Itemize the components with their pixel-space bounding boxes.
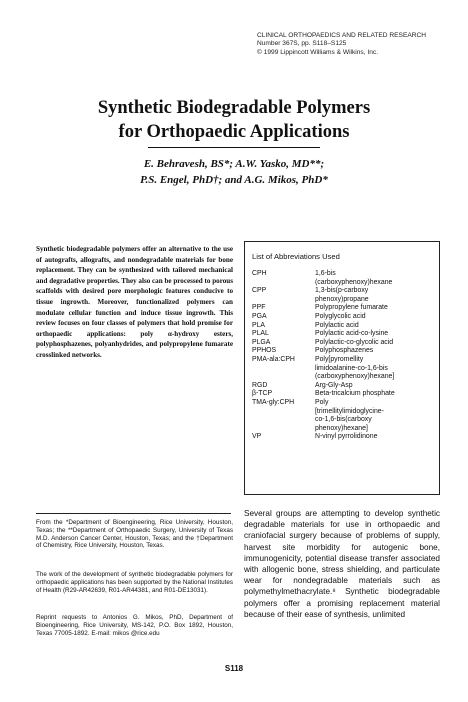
authors-line-1: E. Behravesh, BS*; A.W. Yasko, MD**; — [143, 158, 325, 170]
definition-line: Arg-Gly-Asp — [315, 381, 353, 389]
footnote-funding: The work of the development of synthetic biodegradable polymers for orthopaedic applications has been supported by the National Institutes of Health (R29-AR42639, R01-AR44381, and R01-DE13031). — [36, 571, 233, 594]
definition-line: Polylactic-co-glycolic acid — [315, 338, 394, 346]
abbreviation-term: VP — [252, 433, 262, 441]
definition-line: phenoxy)propane — [315, 295, 369, 303]
footnote-affiliations: From the *Department of Bioengineering, Rice University, Houston, Texas; the **Department of Orthopaedic Surgery, University of Texas M.D. Anderson Cancer Center, Houston, Texas; and the †Department of Chemistry, Rice University, Houston, Texas. — [36, 519, 233, 550]
article-title — [0, 96, 468, 144]
abbreviation-definition — [315, 270, 433, 287]
abbreviation-row — [245, 322, 439, 331]
abbreviations-box — [244, 241, 440, 495]
abbreviation-row — [245, 270, 439, 287]
definition-line: 1,3-bis(p-carboxy — [315, 287, 369, 295]
abbreviation-definition — [315, 433, 433, 442]
journal-copyright: © 1999 Lippincott Williams & Wilkins, Inc. — [257, 48, 379, 56]
abbreviation-term: PPF — [252, 304, 266, 312]
abbreviation-row — [245, 356, 439, 382]
definition-line: N-vinyl pyrrolidinone — [315, 433, 378, 441]
abbreviation-term: CPH — [252, 270, 267, 277]
abbreviation-definition — [315, 339, 433, 348]
abbreviation-term: PLAL — [252, 330, 269, 338]
abbreviation-definition — [315, 322, 433, 331]
abbreviation-term: PGA — [252, 312, 267, 320]
definition-line: co-1,6-bis(carboxy — [315, 416, 372, 424]
abbreviation-definition — [315, 313, 433, 322]
abbreviation-term: PLA — [252, 321, 266, 329]
abbreviation-definition — [315, 356, 433, 382]
definition-line: 1,6-bis — [315, 270, 336, 277]
footnote-reprints: Reprint requests to Antonios G. Mikos, PhD, Department of Bioengineering, Rice University, MS-142, P.O. Box 1892, Houston, Texas 77005-1892. E-mail: mikos @rice.edu — [36, 614, 233, 637]
definition-line: Poly — [315, 398, 329, 406]
definition-line: phenoxy)hexane] — [315, 424, 368, 432]
definition-line: Polylactic acid — [315, 321, 359, 329]
journal-header — [257, 32, 457, 57]
abbreviation-definition — [315, 382, 433, 391]
abbreviation-row — [245, 330, 439, 339]
abbreviation-definition — [315, 304, 433, 313]
abbreviation-definition — [315, 347, 433, 356]
footnote-divider — [36, 513, 231, 514]
abbreviation-row — [245, 390, 439, 399]
definition-line: Polyphosphazenes — [315, 347, 374, 355]
abbreviation-row — [245, 287, 439, 304]
title-line-2: for Orthopaedic Applications — [118, 122, 350, 142]
definition-line: Polylactic acid-co-lysine — [315, 330, 389, 338]
abbreviation-definition — [315, 330, 433, 339]
definition-line: Beta-tricalcium phosphate — [315, 390, 395, 398]
author-list — [0, 156, 468, 188]
abbreviations-list — [245, 270, 439, 442]
abbreviations-title: List of Abbreviations Used — [252, 252, 340, 261]
abbreviation-row — [245, 339, 439, 348]
definition-line: limidoalanine-co-1,6-bis — [315, 364, 388, 372]
journal-name: CLINICAL ORTHOPAEDICS AND RELATED RESEARCH — [257, 32, 427, 39]
abbreviation-row — [245, 347, 439, 356]
abbreviation-row — [245, 304, 439, 313]
abbreviation-definition — [315, 390, 433, 399]
abbreviation-term: CPP — [252, 287, 267, 295]
abstract: Synthetic biodegradable polymers offer an alternative to the use of autografts, allografts, and nondegradable materials for bone replacement. They can be synthesized with tailored mechanical and degradative properties. They also can be processed to porous scaffolds with desired pore morphologic features conducive to tissue ingrowth. Moreover, functionalized polymers can modulate cellular function and induce tissue ingrowth. This review focuses on four classes of polymers that hold promise for orthopaedic applications: poly α-hydroxy esters, polyphosphazenes, polyanhydrides, and polypropylene fumarate crosslinked networks. — [36, 245, 233, 359]
abbreviation-term: PLGA — [252, 338, 271, 346]
abbreviation-row — [245, 399, 439, 433]
abbreviation-term: TMA-gly:CPH — [252, 398, 295, 406]
abbreviation-term: RGD — [252, 381, 268, 389]
abbreviation-row — [245, 313, 439, 322]
journal-issue: Number 367S, pp. S118–S125 — [257, 40, 347, 48]
body-paragraph: Several groups are attempting to develop synthetic degradable materials for use in orthopaedic and craniofacial surgery because of problems of supply, harvest site morbidity for autogenic bone, immunogenicity, potential disease transfer associated with allogenic bone, stress shielding, and particulate wear for nondegradable materials such as polymethylmethacrylate.⁸ Synthetic biodegradable polymers offer a promising replacement material because of their ease of synthesis, unlimited — [244, 509, 440, 619]
page-number: S118 — [224, 664, 244, 673]
abbreviation-term: β-TCP — [252, 390, 273, 398]
definition-line: Poly[pyromellity — [315, 355, 364, 363]
abbreviation-definition — [315, 287, 433, 304]
abbreviation-term: PPHOS — [252, 347, 277, 355]
definition-line: (carboxyphenoxy)hexane] — [315, 373, 395, 381]
definition-line: [trimellitylimidoglycine- — [315, 407, 384, 415]
definition-line: Polypropylene fumarate — [315, 304, 388, 312]
title-line-1: Synthetic Biodegradable Polymers — [97, 98, 371, 118]
definition-line: Polyglycolic acid — [315, 312, 366, 320]
definition-line: (carboxyphenoxy)hexane — [315, 278, 393, 286]
abbreviation-definition — [315, 399, 433, 433]
authors-line-2: P.S. Engel, PhD†; and A.G. Mikos, PhD* — [140, 174, 328, 186]
abbreviation-term: PMA-ala:CPH — [252, 355, 295, 363]
abbreviation-row — [245, 382, 439, 391]
title-divider — [148, 147, 320, 148]
abbreviation-row — [245, 433, 439, 442]
